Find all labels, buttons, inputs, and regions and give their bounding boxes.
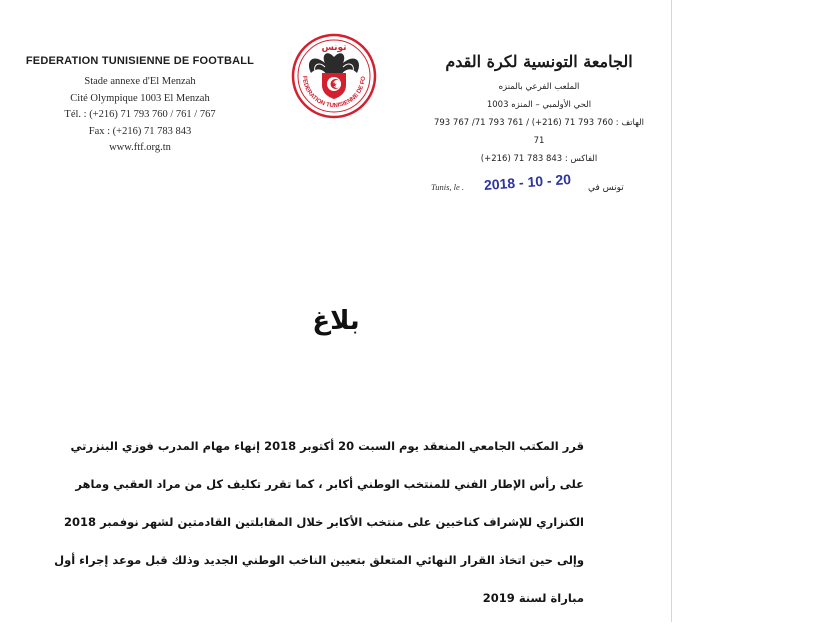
body-line: قرر المكتب الجامعي المنعقد يوم السبت 20 أكتوبر 2018 إنهاء مهام المدرب فوزي البنزرتي <box>70 439 584 453</box>
org-name-arabic: الجامعة التونسية لكرة القدم <box>445 52 633 71</box>
fax-french: Fax : (+216) 71 783 843 <box>88 125 192 137</box>
org-name-french: FEDERATION TUNISIENNE DE FOOTBALL <box>25 55 255 67</box>
body-line: وإلى حين اتخاذ القرار النهائي المتعلق بتعيين الناخب الوطني الجديد وذلك قبل موعد إجراء أول <box>54 553 584 567</box>
document-title: بلاغ <box>312 306 360 336</box>
fax-arabic: الفاكس : 843 783 71 (216+) <box>480 154 598 164</box>
phone-arabic: الهاتف : 760 793 71 (216+) / 761 793 71/ 767 793 71 <box>433 118 645 146</box>
date-value: 2018 - 10 - 20 <box>483 170 572 193</box>
phone-french: Tél. : (+216) 71 793 760 / 761 / 767 <box>64 109 216 120</box>
date-label-french: Tunis, le . <box>431 182 465 192</box>
logo-top-text: تونس <box>321 43 347 53</box>
address-line-1-french: Stade annexe d'El Menzah <box>84 76 196 87</box>
communique-body <box>54 434 584 624</box>
body-line: مباراة لسنة 2019 <box>482 591 584 605</box>
body-line: على رأس الإطار الفني للمنتخب الوطني أكابر ، كما تقرر تكليف كل من مراد العقبي وماهر <box>75 477 584 491</box>
website: www.ftf.org.tn <box>109 142 171 153</box>
logo-ring-text: FEDERATION TUNISIENNE DE FO <box>300 75 368 110</box>
address-line-2-french: Cité Olympique 1003 El Menzah <box>70 92 210 104</box>
date-label-arabic: تونس في <box>588 183 624 193</box>
address-line-2-arabic: الحي الأولمبي – المنزه 1003 <box>486 100 592 110</box>
letterhead-arabic <box>430 50 648 168</box>
address-line-1-arabic: الملعب الفرعي بالمنزه <box>498 82 580 92</box>
letterhead-french <box>24 54 256 157</box>
body-line: الكنزاري للإشراف كناخبين على منتخب الأكابر خلال المقابلتين القادمتين لشهر نوفمبر 2018 <box>64 515 584 529</box>
ftf-eagle-crest-icon <box>291 33 377 119</box>
